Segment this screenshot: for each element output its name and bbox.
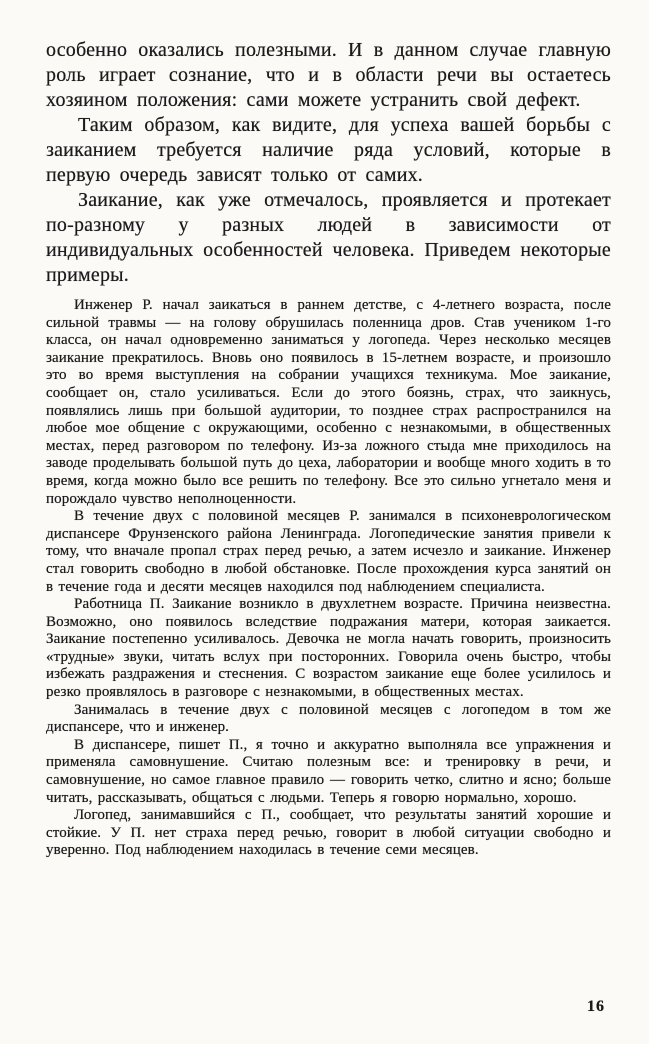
paragraph: Логопед, занимавшийся с П., сообщает, что результаты занятий хорошие и стойкие. У П. нет страха перед речью, говорит в любой ситуации свободно и уверенно. Под наблюдением находилась в течение семи месяцев. — [46, 807, 611, 859]
paragraph: особенно оказались полезными. И в данном случае главную роль играет сознание, что и в области речи вы остаетесь хозяином положения: сами можете устранить свой дефект. — [46, 39, 611, 111]
paragraph: В диспансере, пишет П., я точно и аккуратно выполняла все упражнения и применяла самовнушение. Считаю полезным все: и тренировку в речи, и самовнушение, но самое главное правило — говорить четко, слитно и ясно; больше читать, рассказывать, общаться с людьми. Теперь я говорю нормально, хорошо. — [46, 736, 611, 806]
paragraph: Занималась в течение двух с половиной месяцев с логопедом в том же диспансере, что и инженер. — [46, 701, 611, 736]
main-text-block — [46, 38, 611, 288]
examples-block — [46, 297, 611, 860]
paragraph: Таким образом, как видите, для успеха вашей борьбы с заиканием требуется наличие ряда условий, которые в первую очередь зависят только от самих. — [46, 114, 611, 186]
paragraph: В течение двух с половиной месяцев Р. занимался в психоневрологическом диспансере Фрунзенского района Ленинграда. Логопедические занятия привели к тому, что вначале пропал страх перед речью, а затем исчезло и заикание. Инженер стал говорить свободно в любой обстановке. После прохождения курса занятий он в течение года и десяти месяцев находился под наблюдением специалиста. — [46, 508, 611, 595]
paragraph: Работница П. Заикание возникло в двухлетнем возрасте. Причина неизвестна. Возможно, оно появилось вследствие подражания матери, которая заикается. Заикание постепенно усиливалось. Девочка не могла начать говорить, произносить «трудные» звуки, читать вслух при посторонних. Говорила очень быстро, чтобы избежать раздражения и стеснения. С возрастом заикание еще более усилилось и резко проявлялось в разговоре с незнакомыми, в общественных местах. — [46, 596, 611, 701]
paragraph: Заикание, как уже отмечалось, проявляется и протекает по-разному у разных людей в зависимости от индивидуальных особенностей человека. Приведем некоторые примеры. — [46, 189, 611, 286]
paragraph: Инженер Р. начал заикаться в раннем детстве, с 4-летнего возраста, после сильной травмы — на голову обрушилась поленница дров. Став учеником 1-го класса, он начал одновременно заниматься у логопеда. Через несколько месяцев заикание прекратилось. Вновь оно появилось в 15-летнем возрасте, и произошло это во время выступления на собрании учащихся техникума. Мое заикание, сообщает он, стало усиливаться. Если до этого боязнь, страх, что заикнусь, появлялись лишь при большой аудитории, то позднее страх распространился на любое мое общение с окружающими, особенно с незнакомыми, в общественных местах, перед разговором по телефону. Из-за ложного стыда мне приходилось на заводе проделывать большой путь до цеха, лаборатории и вообще много ходить в то время, когда можно было все решить по телефону. Все это сильно угнетало меня и порождало чувство неполноценности. — [46, 297, 611, 507]
page-number: 16 — [587, 998, 605, 1015]
